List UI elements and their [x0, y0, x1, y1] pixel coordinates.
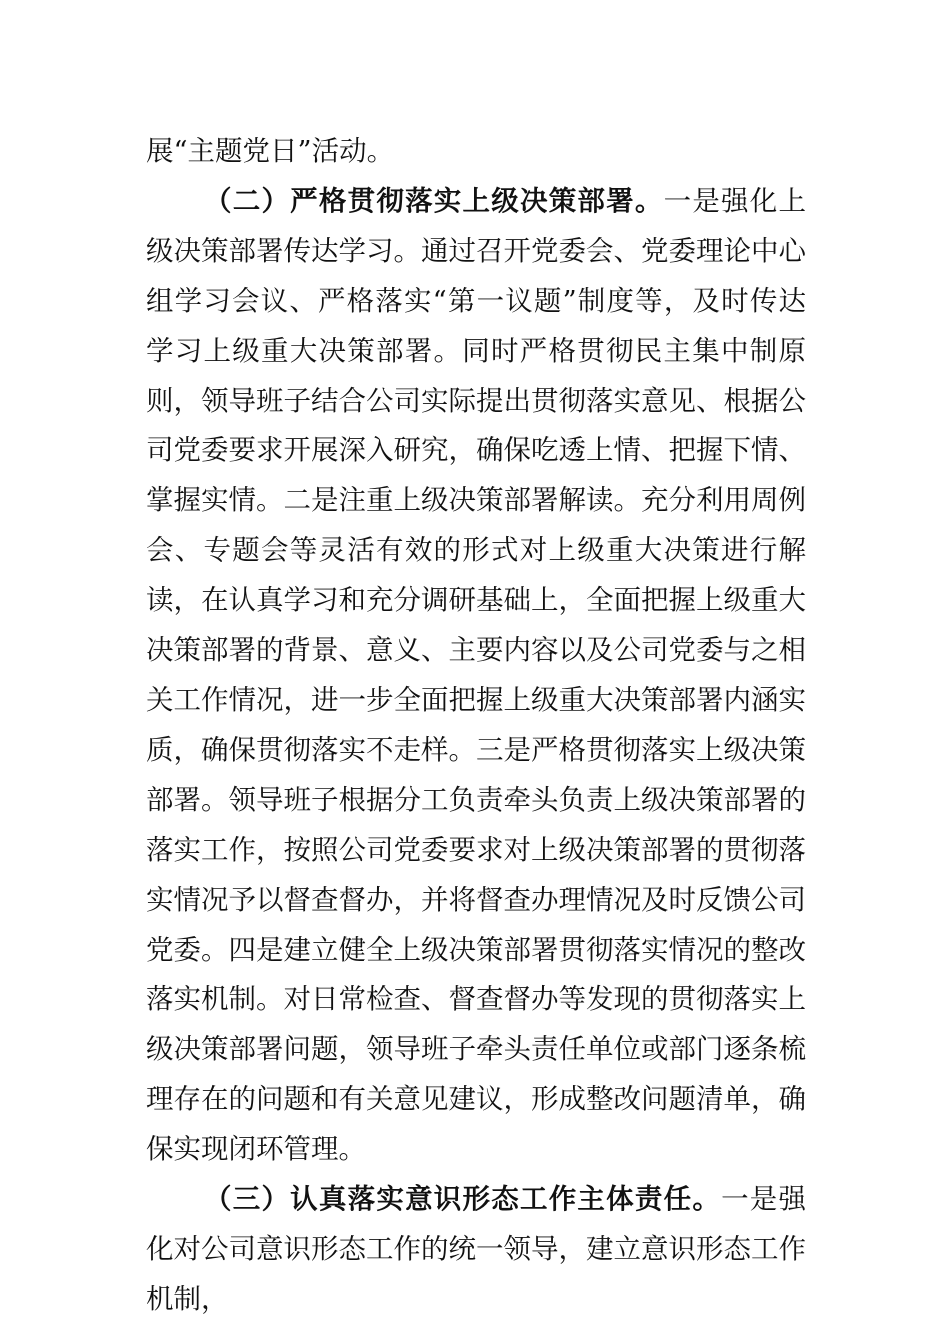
section-heading-three: （三）认真落实意识形态工作主体责任。	[204, 1183, 722, 1216]
paragraph-body: 展“主题党日”活动。	[146, 135, 395, 167]
section-heading-two: （二）严格贯彻落实上级决策部署。	[204, 184, 664, 217]
paragraph-section-three	[146, 1175, 806, 1325]
paragraph-body: 一是强化对公司意识形态工作的统一领导，建立意识形态工作机制，	[146, 1183, 807, 1315]
paragraph-continuation	[146, 127, 806, 177]
paragraph-body: 一是强化上级决策部署传达学习。通过召开党委会、党委理论中心组学习会议、严格落实“第一议题”制度等，及时传达学习上级重大决策部署。同时严格贯彻民主集中制原则，领导班子结合公司实际提出贯彻落实意见、根据公司党委要求开展深入研究，确保吃透上情、把握下情、掌握实情。二是注重上级决策部署解读。充分利用周例会、专题会等灵活有效的形式对上级重大决策进行解读，在认真学习和充分调研基础上，全面把握上级重大决策部署的背景、意义、主要内容以及公司党委与之相关工作情况，进一步全面把握上级重大决策部署内涵实质，确保贯彻落实不走样。三是严格贯彻落实上级决策部署。领导班子根据分工负责牵头负责上级决策部署的落实工作，按照公司党委要求对上级决策部署的贯彻落实情况予以督查督办，并将督查办理情况及时反馈公司党委。四是建立健全上级决策部署贯彻落实情况的整改落实机制。对日常检查、督查督办等发现的贯彻落实上级决策部署问题，领导班子牵头责任单位或部门逐条梳理存在的问题和有关意见建议，形成整改问题清单，确保实现闭环管理。	[146, 184, 807, 1166]
document-page	[146, 127, 806, 1325]
paragraph-section-two	[146, 177, 806, 1175]
